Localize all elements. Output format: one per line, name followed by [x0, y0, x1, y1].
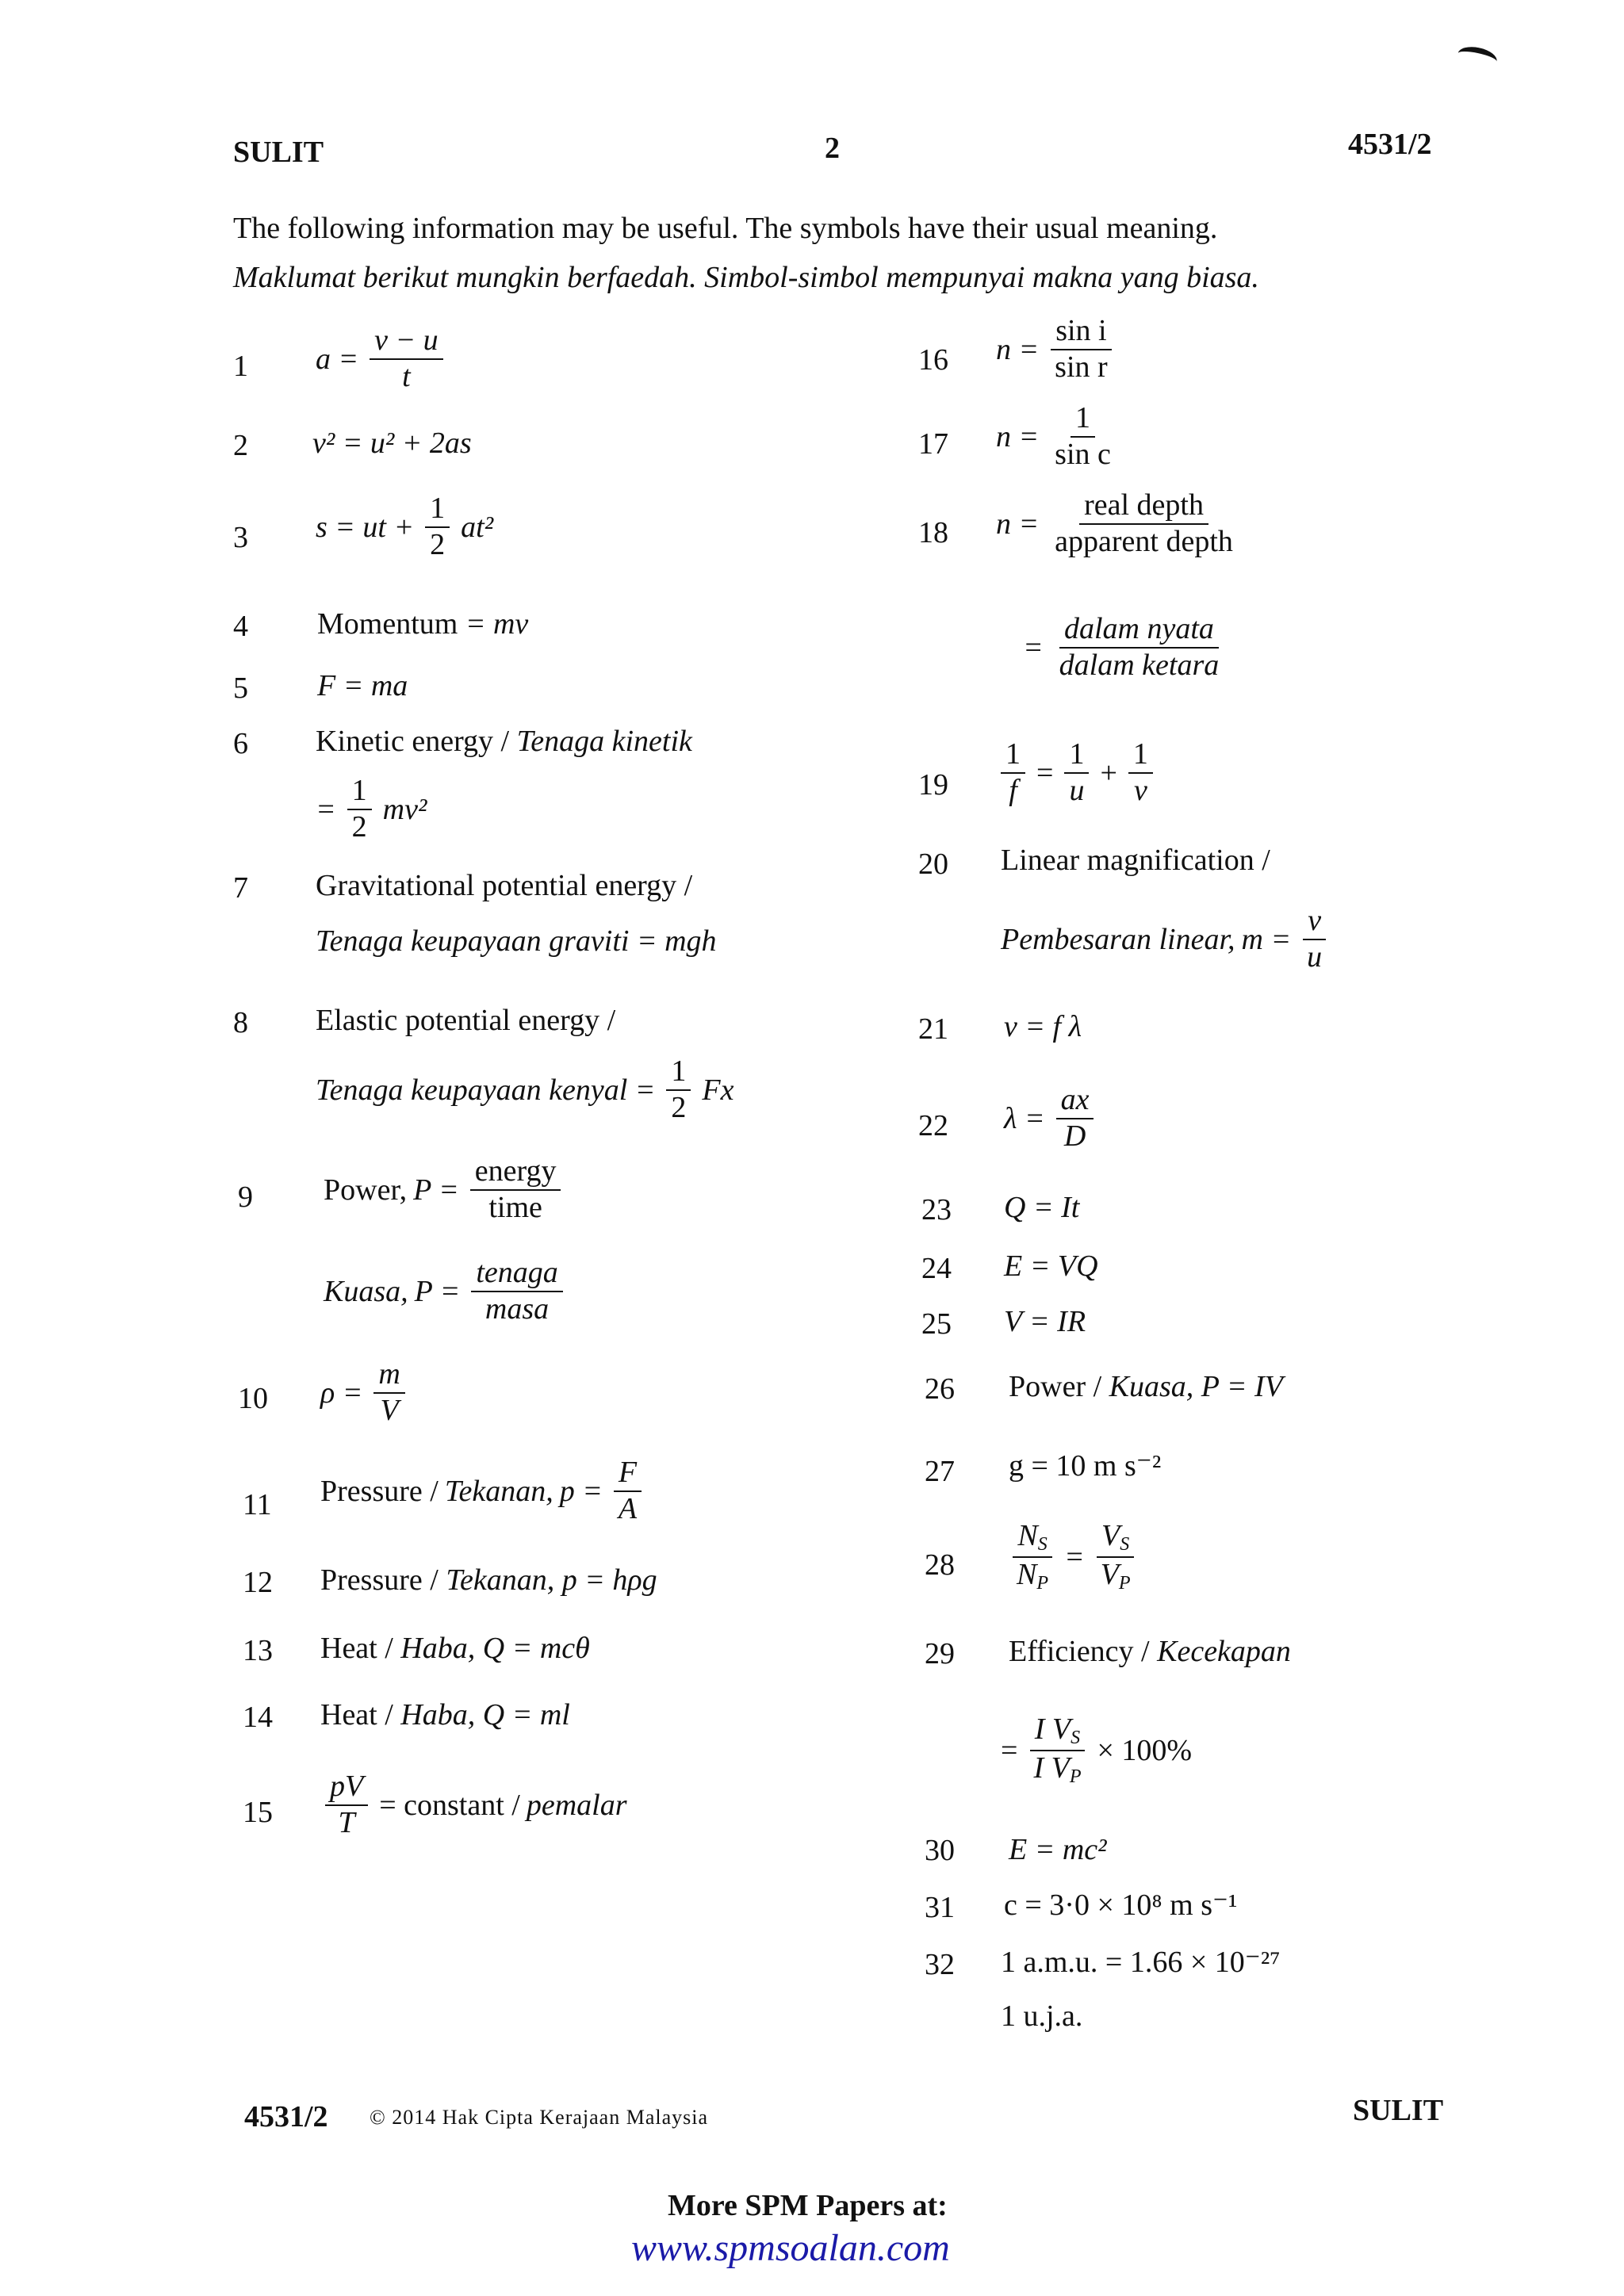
formula-number: 21	[918, 1012, 948, 1046]
formula-number: 31	[925, 1891, 955, 1924]
formula-efficiency-label: Efficiency / Kecekapan	[1009, 1635, 1291, 1668]
formula-velocity-squared: v² = u² + 2as	[312, 427, 472, 460]
formula-number: 10	[238, 1382, 268, 1415]
formula-number: 5	[233, 672, 248, 705]
formula-number: 14	[243, 1701, 273, 1734]
formula-number: 22	[918, 1109, 948, 1142]
footer-paper-code: 4531/2	[244, 2100, 328, 2133]
formula-electric-power: Power / Kuasa, P = IV	[1009, 1370, 1283, 1403]
formula-number: 23	[921, 1193, 952, 1226]
formula-speed-of-light: c = 3·0 × 10⁸ m s⁻¹	[1004, 1888, 1238, 1922]
paper-code: 4531/2	[1348, 128, 1432, 161]
formula-number: 32	[925, 1948, 955, 1981]
formula-number: 28	[925, 1548, 955, 1582]
footer-copyright: © 2014 Hak Cipta Kerajaan Malaysia	[370, 2106, 709, 2129]
formula-interference: λ = $\frac{ax}{D}$	[1004, 1083, 1098, 1154]
formula-gpe-label: Gravitational potential energy /	[316, 869, 693, 902]
formula-transformer: $\frac{N_S}{N_P}$ = $\frac{V_S}{V_P}$	[1007, 1519, 1140, 1595]
formula-number: 9	[238, 1181, 253, 1214]
intro-english: The following information may be useful. The symbols have their usual meaning.	[233, 212, 1218, 245]
formula-number: 20	[918, 848, 948, 881]
formula-number: 24	[921, 1252, 952, 1285]
formula-dalam-nyata: = $\frac{\text{dalam nyata}}{\text{dalam ketara}}$	[1023, 612, 1220, 682]
formula-magnification-label: Linear magnification /	[1001, 844, 1270, 877]
formula-uja: 1 u.j.a.	[1001, 1999, 1083, 2033]
formula-number: 13	[243, 1634, 273, 1667]
more-papers-text: More SPM Papers at:	[668, 2189, 948, 2222]
formula-displacement: s = ut + $\frac{1}{2}$ at²	[316, 492, 494, 561]
formula-kinetic-label: Kinetic energy / Tenaga kinetik	[316, 725, 692, 758]
formula-number: 30	[925, 1834, 955, 1867]
formula-number: 17	[918, 427, 948, 461]
formula-epe-label: Elastic potential energy /	[316, 1004, 616, 1037]
formula-number: 12	[243, 1566, 273, 1599]
formula-number: 26	[925, 1372, 955, 1406]
formula-snell: n = $\frac{\text{sin i}}{\text{sin r}}$	[996, 314, 1117, 385]
formula-acceleration: a = $\frac{v - u}{t}$	[316, 323, 448, 395]
formula-charge: Q = It	[1004, 1191, 1080, 1224]
formula-force: F = ma	[317, 669, 408, 702]
formula-kuasa: Kuasa, P = $\frac{\text{tenaga}}{\text{masa}}$	[324, 1256, 568, 1327]
formula-lens: $\frac{1}{f}$ = $\frac{1}{u}$ + $\frac{1}{v}$	[996, 737, 1158, 809]
formula-density: ρ = $\frac{m}{V}$	[320, 1357, 410, 1429]
formula-magnification: Pembesaran linear, m = $\frac{v}{u}$	[1001, 904, 1331, 975]
formula-number: 18	[918, 516, 948, 549]
formula-power-energy: Power, P = $\frac{\text{energy}}{\text{time}}$	[324, 1154, 565, 1226]
formula-number: 11	[243, 1488, 272, 1521]
header-sulit: SULIT	[233, 136, 324, 169]
formula-epe: Tenaga keupayaan kenyal = $\frac{1}{2}$ Fx	[316, 1054, 734, 1124]
formula-number: 16	[918, 343, 948, 377]
formula-energy-charge: E = VQ	[1004, 1249, 1098, 1283]
formula-momentum: Momentum = mv	[317, 607, 529, 641]
formula-number: 29	[925, 1637, 955, 1670]
formula-gpe: Tenaga keupayaan graviti = mgh	[316, 924, 717, 958]
formula-gravity: g = 10 m s⁻²	[1009, 1449, 1162, 1483]
formula-kinetic-energy: = $\frac{1}{2}$ mv²	[316, 774, 427, 844]
formula-efficiency: = $\frac{I V_S}{I V_P}$ × 100%	[1001, 1712, 1193, 1788]
formula-real-apparent-depth: n = $\frac{\text{real depth}}{\text{apparent depth}}$	[996, 488, 1233, 558]
formula-number: 1	[233, 350, 248, 383]
formula-wave-speed: v = f λ	[1004, 1010, 1082, 1043]
scan-mark	[1456, 44, 1499, 71]
footer-sulit: SULIT	[1353, 2094, 1444, 2127]
formula-number: 7	[233, 871, 248, 905]
formula-number: 3	[233, 521, 248, 554]
formula-pressure-liquid: Pressure / Tekanan, p = hρg	[320, 1563, 657, 1597]
intro-malay: Maklumat berikut mungkin berfaedah. Simbol-simbol mempunyai makna yang biasa.	[233, 261, 1259, 294]
formula-amu: 1 a.m.u. = 1.66 × 10⁻²⁷	[1001, 1946, 1281, 1979]
page-number: 2	[825, 132, 840, 165]
formula-number: 25	[921, 1307, 952, 1341]
formula-mass-energy: E = mc²	[1009, 1833, 1107, 1866]
website-link[interactable]: www.spmsoalan.com	[631, 2227, 950, 2269]
formula-ohm: V = IR	[1004, 1305, 1086, 1338]
formula-number: 4	[233, 610, 248, 643]
formula-pressure-area: Pressure / Tekanan, p = $\frac{F}{A}$	[320, 1456, 646, 1527]
formula-latent-heat: Heat / Haba, Q = ml	[320, 1698, 570, 1732]
formula-gas-law: $\frac{pV}{T}$ = constant / pemalar	[320, 1770, 627, 1841]
formula-number: 27	[925, 1455, 955, 1488]
formula-number: 6	[233, 727, 248, 760]
formula-number: 19	[918, 768, 948, 802]
formula-number: 15	[243, 1796, 273, 1829]
formula-number: 8	[233, 1006, 248, 1039]
formula-critical-angle: n = $\frac{1}{\text{sin c}}$	[996, 401, 1111, 471]
formula-number: 2	[233, 429, 248, 462]
formula-heat-capacity: Heat / Haba, Q = mcθ	[320, 1632, 590, 1665]
